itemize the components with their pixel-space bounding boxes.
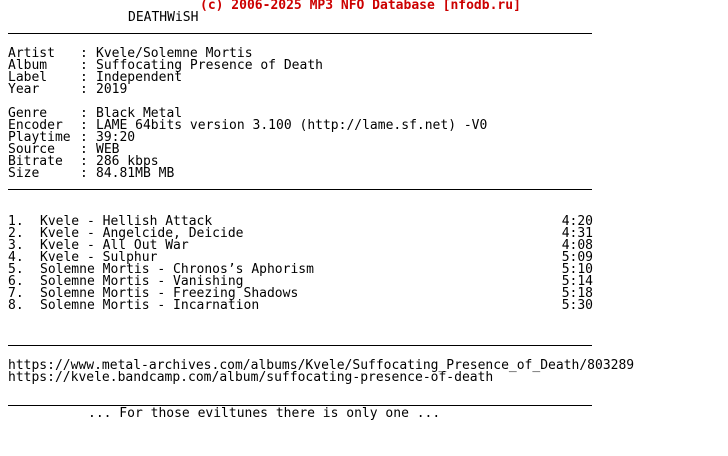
divider <box>8 345 592 346</box>
track-number: 7. <box>8 286 24 301</box>
info-label-playtime: Playtime <box>8 130 71 145</box>
track-time: 4:20 <box>561 214 593 229</box>
info-label-bitrate: Bitrate <box>8 154 63 169</box>
metal-archives-link[interactable]: https://www.metal-archives.com/albums/Kvele/Suffocating_Presence_of_Death/803289 <box>8 358 635 373</box>
group-name: DEATHWiSH <box>128 10 199 25</box>
info-label-artist: Artist <box>8 46 55 61</box>
info-value-artist: Kvele/Solemne Mortis <box>96 46 253 61</box>
track-number: 3. <box>8 238 24 253</box>
bandcamp-link[interactable]: https://kvele.bandcamp.com/album/suffocating-presence-of-death <box>8 370 494 385</box>
track-time: 5:30 <box>561 298 593 313</box>
info-separator: : <box>80 130 88 145</box>
info-value-bitrate: 286 kbps <box>96 154 159 169</box>
nfodb-banner: (c) 2006-2025 MP3 NFO Database [nfodb.ru] <box>200 0 521 13</box>
info-value-size: 84.81MB MB <box>96 166 175 181</box>
info-separator: : <box>80 70 88 85</box>
track-time: 4:08 <box>561 238 593 253</box>
info-label-year: Year <box>8 82 40 97</box>
info-value-playtime: 39:20 <box>96 130 136 145</box>
track-number: 5. <box>8 262 24 277</box>
track-title: Solemne Mortis - Vanishing <box>40 274 244 289</box>
info-separator: : <box>80 142 88 157</box>
track-title: Kvele - Hellish Attack <box>40 214 213 229</box>
info-label-encoder: Encoder <box>8 118 63 133</box>
track-title: Kvele - All Out War <box>40 238 189 253</box>
track-time: 5:18 <box>561 286 593 301</box>
track-number: 8. <box>8 298 24 313</box>
track-time: 5:09 <box>561 250 593 265</box>
info-label-source: Source <box>8 142 55 157</box>
track-time: 4:31 <box>561 226 593 241</box>
info-separator: : <box>80 154 88 169</box>
track-title: Kvele - Sulphur <box>40 250 158 265</box>
info-value-genre: Black Metal <box>96 106 183 121</box>
info-separator: : <box>80 82 88 97</box>
track-title: Solemne Mortis - Incarnation <box>40 298 260 313</box>
track-number: 1. <box>8 214 24 229</box>
info-label-label: Label <box>8 70 48 85</box>
info-label-size: Size <box>8 166 40 181</box>
info-label-genre: Genre <box>8 106 48 121</box>
info-value-encoder: LAME 64bits version 3.100 (http://lame.sf.net) -V0 <box>96 118 488 133</box>
info-value-source: WEB <box>96 142 120 157</box>
info-separator: : <box>80 106 88 121</box>
track-number: 4. <box>8 250 24 265</box>
info-value-label: Independent <box>96 70 183 85</box>
track-number: 6. <box>8 274 24 289</box>
track-time: 5:10 <box>561 262 593 277</box>
divider <box>8 33 592 34</box>
info-value-year: 2019 <box>96 82 128 97</box>
track-number: 2. <box>8 226 24 241</box>
info-separator: : <box>80 58 88 73</box>
track-title: Solemne Mortis - Freezing Shadows <box>40 286 299 301</box>
info-value-album: Suffocating Presence of Death <box>96 58 323 73</box>
info-separator: : <box>80 118 88 133</box>
footer-tagline: ... For those eviltunes there is only one ... <box>88 406 441 421</box>
track-time: 5:14 <box>561 274 593 289</box>
info-separator: : <box>80 166 88 181</box>
track-title: Solemne Mortis - Chronos’s Aphorism <box>40 262 314 277</box>
divider <box>8 189 592 190</box>
track-title: Kvele - Angelcide, Deicide <box>40 226 244 241</box>
info-separator: : <box>80 46 88 61</box>
info-label-album: Album <box>8 58 48 73</box>
